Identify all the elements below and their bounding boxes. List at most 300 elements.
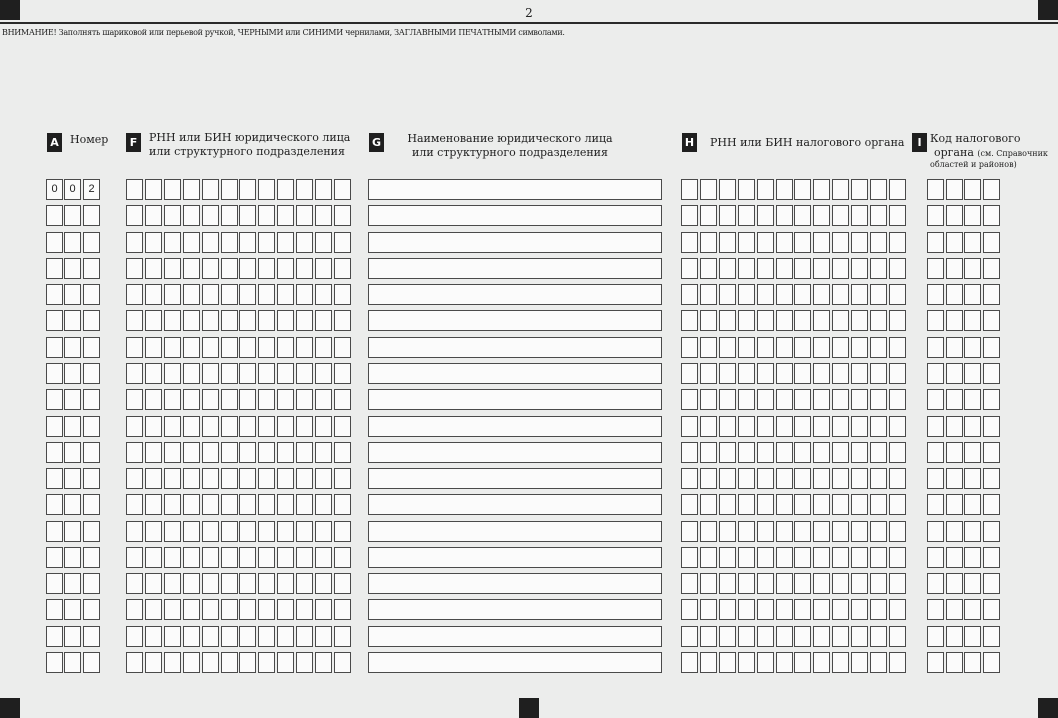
number-digit-cell[interactable] <box>83 337 100 358</box>
tax-authority-code-cell[interactable] <box>964 284 981 305</box>
number-digit-cell[interactable] <box>64 389 81 410</box>
tax-authority-code-cell[interactable] <box>983 363 1000 384</box>
rnn-bin-tax-authority-cell[interactable] <box>738 468 755 489</box>
rnn-bin-entity-cell[interactable] <box>239 652 256 673</box>
rnn-bin-tax-authority-cell[interactable] <box>889 652 906 673</box>
rnn-bin-tax-authority-cell[interactable] <box>832 468 849 489</box>
rnn-bin-tax-authority-cell[interactable] <box>776 521 793 542</box>
rnn-bin-tax-authority-cell[interactable] <box>700 521 717 542</box>
rnn-bin-tax-authority-cell[interactable] <box>700 337 717 358</box>
number-digit-cell[interactable] <box>64 468 81 489</box>
rnn-bin-tax-authority-cell[interactable] <box>889 258 906 279</box>
tax-authority-code-cell[interactable] <box>946 626 963 647</box>
rnn-bin-tax-authority-cell[interactable] <box>719 258 736 279</box>
rnn-bin-entity-cell[interactable] <box>202 205 219 226</box>
rnn-bin-tax-authority-cell[interactable] <box>889 468 906 489</box>
number-digit-cell[interactable] <box>83 258 100 279</box>
tax-authority-code-cell[interactable] <box>927 573 944 594</box>
tax-authority-code-cell[interactable] <box>946 258 963 279</box>
rnn-bin-tax-authority-cell[interactable] <box>757 626 774 647</box>
rnn-bin-tax-authority-cell[interactable] <box>681 521 698 542</box>
rnn-bin-entity-cell[interactable] <box>145 521 162 542</box>
rnn-bin-entity-cell[interactable] <box>315 652 332 673</box>
rnn-bin-entity-cell[interactable] <box>126 599 143 620</box>
number-digit-cell[interactable]: 0 <box>46 179 63 200</box>
number-digit-cell[interactable] <box>46 626 63 647</box>
rnn-bin-entity-cell[interactable] <box>164 442 181 463</box>
tax-authority-code-cell[interactable] <box>964 521 981 542</box>
rnn-bin-entity-cell[interactable] <box>202 468 219 489</box>
rnn-bin-tax-authority-cell[interactable] <box>738 599 755 620</box>
tax-authority-code-cell[interactable] <box>983 284 1000 305</box>
rnn-bin-tax-authority-cell[interactable] <box>719 573 736 594</box>
rnn-bin-tax-authority-cell[interactable] <box>813 599 830 620</box>
rnn-bin-tax-authority-cell[interactable] <box>851 416 868 437</box>
tax-authority-code-cell[interactable] <box>927 205 944 226</box>
number-digit-cell[interactable] <box>83 416 100 437</box>
rnn-bin-entity-cell[interactable] <box>202 284 219 305</box>
rnn-bin-entity-cell[interactable] <box>221 494 238 515</box>
rnn-bin-entity-cell[interactable] <box>239 494 256 515</box>
rnn-bin-entity-cell[interactable] <box>315 573 332 594</box>
number-digit-cell[interactable] <box>64 494 81 515</box>
rnn-bin-tax-authority-cell[interactable] <box>681 652 698 673</box>
rnn-bin-tax-authority-cell[interactable] <box>681 179 698 200</box>
rnn-bin-entity-cell[interactable] <box>296 442 313 463</box>
rnn-bin-tax-authority-cell[interactable] <box>794 363 811 384</box>
rnn-bin-entity-cell[interactable] <box>202 389 219 410</box>
rnn-bin-tax-authority-cell[interactable] <box>757 179 774 200</box>
tax-authority-code-cell[interactable] <box>983 258 1000 279</box>
rnn-bin-tax-authority-cell[interactable] <box>870 573 887 594</box>
tax-authority-code-cell[interactable] <box>927 652 944 673</box>
tax-authority-code-cell[interactable] <box>983 626 1000 647</box>
rnn-bin-entity-cell[interactable] <box>258 599 275 620</box>
rnn-bin-entity-cell[interactable] <box>221 258 238 279</box>
rnn-bin-tax-authority-cell[interactable] <box>832 389 849 410</box>
rnn-bin-tax-authority-cell[interactable] <box>681 258 698 279</box>
rnn-bin-tax-authority-cell[interactable] <box>776 205 793 226</box>
rnn-bin-entity-cell[interactable] <box>315 468 332 489</box>
rnn-bin-tax-authority-cell[interactable] <box>700 416 717 437</box>
rnn-bin-entity-cell[interactable] <box>239 468 256 489</box>
rnn-bin-entity-cell[interactable] <box>145 416 162 437</box>
number-digit-cell[interactable] <box>83 232 100 253</box>
tax-authority-code-cell[interactable] <box>927 599 944 620</box>
rnn-bin-entity-cell[interactable] <box>183 442 200 463</box>
rnn-bin-tax-authority-cell[interactable] <box>851 547 868 568</box>
rnn-bin-tax-authority-cell[interactable] <box>738 310 755 331</box>
number-digit-cell[interactable] <box>64 337 81 358</box>
rnn-bin-entity-cell[interactable] <box>277 573 294 594</box>
tax-authority-code-cell[interactable] <box>927 284 944 305</box>
rnn-bin-tax-authority-cell[interactable] <box>776 599 793 620</box>
rnn-bin-entity-cell[interactable] <box>164 337 181 358</box>
rnn-bin-tax-authority-cell[interactable] <box>794 232 811 253</box>
rnn-bin-tax-authority-cell[interactable] <box>870 652 887 673</box>
rnn-bin-tax-authority-cell[interactable] <box>681 547 698 568</box>
number-digit-cell[interactable]: 2 <box>83 179 100 200</box>
rnn-bin-entity-cell[interactable] <box>145 468 162 489</box>
tax-authority-code-cell[interactable] <box>964 442 981 463</box>
rnn-bin-tax-authority-cell[interactable] <box>889 310 906 331</box>
rnn-bin-tax-authority-cell[interactable] <box>719 494 736 515</box>
entity-name-field[interactable] <box>368 521 662 542</box>
rnn-bin-entity-cell[interactable] <box>239 284 256 305</box>
rnn-bin-tax-authority-cell[interactable] <box>738 179 755 200</box>
rnn-bin-tax-authority-cell[interactable] <box>870 179 887 200</box>
rnn-bin-entity-cell[interactable] <box>221 442 238 463</box>
rnn-bin-entity-cell[interactable] <box>296 626 313 647</box>
rnn-bin-entity-cell[interactable] <box>145 205 162 226</box>
number-digit-cell[interactable] <box>46 258 63 279</box>
rnn-bin-tax-authority-cell[interactable] <box>794 416 811 437</box>
rnn-bin-entity-cell[interactable] <box>258 363 275 384</box>
rnn-bin-tax-authority-cell[interactable] <box>832 363 849 384</box>
rnn-bin-entity-cell[interactable] <box>183 599 200 620</box>
rnn-bin-entity-cell[interactable] <box>296 337 313 358</box>
entity-name-field[interactable] <box>368 258 662 279</box>
rnn-bin-tax-authority-cell[interactable] <box>851 573 868 594</box>
tax-authority-code-cell[interactable] <box>983 179 1000 200</box>
rnn-bin-entity-cell[interactable] <box>145 599 162 620</box>
rnn-bin-entity-cell[interactable] <box>239 179 256 200</box>
rnn-bin-entity-cell[interactable] <box>126 468 143 489</box>
rnn-bin-tax-authority-cell[interactable] <box>757 547 774 568</box>
rnn-bin-entity-cell[interactable] <box>164 205 181 226</box>
rnn-bin-tax-authority-cell[interactable] <box>719 179 736 200</box>
rnn-bin-tax-authority-cell[interactable] <box>738 442 755 463</box>
rnn-bin-entity-cell[interactable] <box>258 494 275 515</box>
tax-authority-code-cell[interactable] <box>964 258 981 279</box>
rnn-bin-entity-cell[interactable] <box>126 573 143 594</box>
entity-name-field[interactable] <box>368 205 662 226</box>
tax-authority-code-cell[interactable] <box>983 599 1000 620</box>
number-digit-cell[interactable] <box>64 652 81 673</box>
rnn-bin-tax-authority-cell[interactable] <box>889 573 906 594</box>
entity-name-field[interactable] <box>368 599 662 620</box>
number-digit-cell[interactable] <box>46 337 63 358</box>
rnn-bin-tax-authority-cell[interactable] <box>889 626 906 647</box>
tax-authority-code-cell[interactable] <box>946 232 963 253</box>
rnn-bin-entity-cell[interactable] <box>202 179 219 200</box>
rnn-bin-tax-authority-cell[interactable] <box>757 573 774 594</box>
rnn-bin-tax-authority-cell[interactable] <box>700 232 717 253</box>
rnn-bin-tax-authority-cell[interactable] <box>870 337 887 358</box>
number-digit-cell[interactable] <box>46 599 63 620</box>
number-digit-cell[interactable] <box>46 363 63 384</box>
rnn-bin-entity-cell[interactable] <box>315 363 332 384</box>
tax-authority-code-cell[interactable] <box>964 573 981 594</box>
rnn-bin-entity-cell[interactable] <box>315 599 332 620</box>
rnn-bin-tax-authority-cell[interactable] <box>776 468 793 489</box>
rnn-bin-entity-cell[interactable] <box>221 547 238 568</box>
rnn-bin-tax-authority-cell[interactable] <box>757 205 774 226</box>
rnn-bin-tax-authority-cell[interactable] <box>813 363 830 384</box>
number-digit-cell[interactable] <box>64 284 81 305</box>
rnn-bin-entity-cell[interactable] <box>334 205 351 226</box>
rnn-bin-tax-authority-cell[interactable] <box>719 232 736 253</box>
rnn-bin-entity-cell[interactable] <box>239 521 256 542</box>
rnn-bin-tax-authority-cell[interactable] <box>757 468 774 489</box>
rnn-bin-entity-cell[interactable] <box>239 442 256 463</box>
rnn-bin-tax-authority-cell[interactable] <box>776 494 793 515</box>
rnn-bin-tax-authority-cell[interactable] <box>851 468 868 489</box>
tax-authority-code-cell[interactable] <box>983 416 1000 437</box>
rnn-bin-tax-authority-cell[interactable] <box>832 652 849 673</box>
tax-authority-code-cell[interactable] <box>927 521 944 542</box>
rnn-bin-tax-authority-cell[interactable] <box>681 468 698 489</box>
rnn-bin-tax-authority-cell[interactable] <box>757 416 774 437</box>
rnn-bin-tax-authority-cell[interactable] <box>870 521 887 542</box>
rnn-bin-entity-cell[interactable] <box>334 468 351 489</box>
rnn-bin-entity-cell[interactable] <box>164 521 181 542</box>
number-digit-cell[interactable] <box>46 284 63 305</box>
rnn-bin-tax-authority-cell[interactable] <box>794 310 811 331</box>
rnn-bin-tax-authority-cell[interactable] <box>776 363 793 384</box>
rnn-bin-tax-authority-cell[interactable] <box>870 442 887 463</box>
rnn-bin-tax-authority-cell[interactable] <box>832 284 849 305</box>
rnn-bin-entity-cell[interactable] <box>239 389 256 410</box>
tax-authority-code-cell[interactable] <box>964 205 981 226</box>
tax-authority-code-cell[interactable] <box>983 468 1000 489</box>
rnn-bin-entity-cell[interactable] <box>202 626 219 647</box>
rnn-bin-tax-authority-cell[interactable] <box>813 416 830 437</box>
rnn-bin-entity-cell[interactable] <box>145 626 162 647</box>
rnn-bin-tax-authority-cell[interactable] <box>813 573 830 594</box>
rnn-bin-entity-cell[interactable] <box>164 652 181 673</box>
tax-authority-code-cell[interactable] <box>964 652 981 673</box>
rnn-bin-tax-authority-cell[interactable] <box>794 599 811 620</box>
tax-authority-code-cell[interactable] <box>983 205 1000 226</box>
tax-authority-code-cell[interactable] <box>927 232 944 253</box>
rnn-bin-entity-cell[interactable] <box>296 599 313 620</box>
rnn-bin-tax-authority-cell[interactable] <box>700 547 717 568</box>
rnn-bin-tax-authority-cell[interactable] <box>889 363 906 384</box>
rnn-bin-entity-cell[interactable] <box>315 416 332 437</box>
rnn-bin-tax-authority-cell[interactable] <box>832 521 849 542</box>
rnn-bin-entity-cell[interactable] <box>277 389 294 410</box>
rnn-bin-tax-authority-cell[interactable] <box>832 442 849 463</box>
tax-authority-code-cell[interactable] <box>964 310 981 331</box>
rnn-bin-tax-authority-cell[interactable] <box>719 468 736 489</box>
rnn-bin-entity-cell[interactable] <box>183 284 200 305</box>
rnn-bin-entity-cell[interactable] <box>258 258 275 279</box>
number-digit-cell[interactable] <box>46 389 63 410</box>
number-digit-cell[interactable] <box>83 599 100 620</box>
rnn-bin-entity-cell[interactable] <box>126 179 143 200</box>
rnn-bin-entity-cell[interactable] <box>334 547 351 568</box>
rnn-bin-entity-cell[interactable] <box>277 494 294 515</box>
rnn-bin-entity-cell[interactable] <box>126 626 143 647</box>
rnn-bin-entity-cell[interactable] <box>239 258 256 279</box>
tax-authority-code-cell[interactable] <box>927 258 944 279</box>
rnn-bin-tax-authority-cell[interactable] <box>757 284 774 305</box>
rnn-bin-entity-cell[interactable] <box>126 310 143 331</box>
rnn-bin-tax-authority-cell[interactable] <box>681 494 698 515</box>
rnn-bin-entity-cell[interactable] <box>334 179 351 200</box>
rnn-bin-tax-authority-cell[interactable] <box>719 652 736 673</box>
rnn-bin-tax-authority-cell[interactable] <box>813 258 830 279</box>
rnn-bin-tax-authority-cell[interactable] <box>757 389 774 410</box>
tax-authority-code-cell[interactable] <box>964 337 981 358</box>
rnn-bin-tax-authority-cell[interactable] <box>719 547 736 568</box>
rnn-bin-tax-authority-cell[interactable] <box>719 416 736 437</box>
tax-authority-code-cell[interactable] <box>946 310 963 331</box>
tax-authority-code-cell[interactable] <box>946 389 963 410</box>
rnn-bin-entity-cell[interactable] <box>239 310 256 331</box>
rnn-bin-tax-authority-cell[interactable] <box>813 468 830 489</box>
rnn-bin-entity-cell[interactable] <box>334 232 351 253</box>
rnn-bin-entity-cell[interactable] <box>183 363 200 384</box>
rnn-bin-entity-cell[interactable] <box>145 258 162 279</box>
rnn-bin-tax-authority-cell[interactable] <box>870 310 887 331</box>
tax-authority-code-cell[interactable] <box>946 284 963 305</box>
rnn-bin-entity-cell[interactable] <box>258 389 275 410</box>
rnn-bin-tax-authority-cell[interactable] <box>757 494 774 515</box>
rnn-bin-tax-authority-cell[interactable] <box>700 599 717 620</box>
rnn-bin-entity-cell[interactable] <box>164 363 181 384</box>
rnn-bin-entity-cell[interactable] <box>202 363 219 384</box>
rnn-bin-tax-authority-cell[interactable] <box>889 494 906 515</box>
rnn-bin-tax-authority-cell[interactable] <box>851 179 868 200</box>
rnn-bin-tax-authority-cell[interactable] <box>738 626 755 647</box>
tax-authority-code-cell[interactable] <box>983 652 1000 673</box>
number-digit-cell[interactable] <box>83 652 100 673</box>
rnn-bin-tax-authority-cell[interactable] <box>889 389 906 410</box>
rnn-bin-entity-cell[interactable] <box>126 258 143 279</box>
rnn-bin-tax-authority-cell[interactable] <box>757 232 774 253</box>
rnn-bin-tax-authority-cell[interactable] <box>851 626 868 647</box>
rnn-bin-entity-cell[interactable] <box>315 258 332 279</box>
tax-authority-code-cell[interactable] <box>927 416 944 437</box>
tax-authority-code-cell[interactable] <box>964 389 981 410</box>
rnn-bin-entity-cell[interactable] <box>164 599 181 620</box>
rnn-bin-entity-cell[interactable] <box>126 205 143 226</box>
tax-authority-code-cell[interactable] <box>927 310 944 331</box>
rnn-bin-tax-authority-cell[interactable] <box>719 284 736 305</box>
rnn-bin-entity-cell[interactable] <box>334 258 351 279</box>
rnn-bin-tax-authority-cell[interactable] <box>813 389 830 410</box>
rnn-bin-entity-cell[interactable] <box>145 337 162 358</box>
rnn-bin-tax-authority-cell[interactable] <box>832 179 849 200</box>
rnn-bin-entity-cell[interactable] <box>277 363 294 384</box>
rnn-bin-tax-authority-cell[interactable] <box>700 205 717 226</box>
rnn-bin-tax-authority-cell[interactable] <box>700 284 717 305</box>
rnn-bin-tax-authority-cell[interactable] <box>776 284 793 305</box>
rnn-bin-entity-cell[interactable] <box>202 337 219 358</box>
tax-authority-code-cell[interactable] <box>983 547 1000 568</box>
rnn-bin-tax-authority-cell[interactable] <box>813 521 830 542</box>
rnn-bin-tax-authority-cell[interactable] <box>794 521 811 542</box>
rnn-bin-entity-cell[interactable] <box>315 284 332 305</box>
rnn-bin-entity-cell[interactable] <box>221 468 238 489</box>
rnn-bin-entity-cell[interactable] <box>221 389 238 410</box>
entity-name-field[interactable] <box>368 310 662 331</box>
rnn-bin-tax-authority-cell[interactable] <box>832 494 849 515</box>
rnn-bin-entity-cell[interactable] <box>277 626 294 647</box>
rnn-bin-entity-cell[interactable] <box>277 258 294 279</box>
rnn-bin-tax-authority-cell[interactable] <box>832 599 849 620</box>
number-digit-cell[interactable] <box>46 310 63 331</box>
rnn-bin-tax-authority-cell[interactable] <box>851 521 868 542</box>
number-digit-cell[interactable] <box>64 363 81 384</box>
rnn-bin-tax-authority-cell[interactable] <box>681 626 698 647</box>
rnn-bin-entity-cell[interactable] <box>145 652 162 673</box>
rnn-bin-entity-cell[interactable] <box>126 232 143 253</box>
entity-name-field[interactable] <box>368 363 662 384</box>
tax-authority-code-cell[interactable] <box>927 363 944 384</box>
number-digit-cell[interactable] <box>46 232 63 253</box>
rnn-bin-entity-cell[interactable] <box>334 442 351 463</box>
rnn-bin-entity-cell[interactable] <box>315 389 332 410</box>
rnn-bin-entity-cell[interactable] <box>202 521 219 542</box>
rnn-bin-entity-cell[interactable] <box>145 547 162 568</box>
rnn-bin-tax-authority-cell[interactable] <box>813 310 830 331</box>
number-digit-cell[interactable] <box>83 468 100 489</box>
rnn-bin-entity-cell[interactable] <box>258 442 275 463</box>
rnn-bin-entity-cell[interactable] <box>183 494 200 515</box>
rnn-bin-tax-authority-cell[interactable] <box>700 442 717 463</box>
rnn-bin-entity-cell[interactable] <box>277 284 294 305</box>
rnn-bin-entity-cell[interactable] <box>315 205 332 226</box>
rnn-bin-tax-authority-cell[interactable] <box>700 652 717 673</box>
rnn-bin-entity-cell[interactable] <box>164 547 181 568</box>
rnn-bin-tax-authority-cell[interactable] <box>851 363 868 384</box>
rnn-bin-tax-authority-cell[interactable] <box>794 284 811 305</box>
rnn-bin-tax-authority-cell[interactable] <box>719 205 736 226</box>
rnn-bin-entity-cell[interactable] <box>183 416 200 437</box>
rnn-bin-entity-cell[interactable] <box>334 337 351 358</box>
rnn-bin-tax-authority-cell[interactable] <box>832 337 849 358</box>
rnn-bin-entity-cell[interactable] <box>258 337 275 358</box>
rnn-bin-entity-cell[interactable] <box>296 284 313 305</box>
rnn-bin-entity-cell[interactable] <box>239 232 256 253</box>
rnn-bin-entity-cell[interactable] <box>202 232 219 253</box>
number-digit-cell[interactable] <box>64 626 81 647</box>
number-digit-cell[interactable] <box>64 416 81 437</box>
rnn-bin-tax-authority-cell[interactable] <box>813 442 830 463</box>
number-digit-cell[interactable] <box>46 652 63 673</box>
rnn-bin-entity-cell[interactable] <box>296 521 313 542</box>
rnn-bin-tax-authority-cell[interactable] <box>870 284 887 305</box>
tax-authority-code-cell[interactable] <box>946 547 963 568</box>
rnn-bin-entity-cell[interactable] <box>202 494 219 515</box>
rnn-bin-tax-authority-cell[interactable] <box>776 547 793 568</box>
rnn-bin-tax-authority-cell[interactable] <box>851 284 868 305</box>
rnn-bin-tax-authority-cell[interactable] <box>794 205 811 226</box>
rnn-bin-entity-cell[interactable] <box>164 284 181 305</box>
rnn-bin-entity-cell[interactable] <box>334 573 351 594</box>
number-digit-cell[interactable] <box>64 521 81 542</box>
rnn-bin-tax-authority-cell[interactable] <box>889 521 906 542</box>
tax-authority-code-cell[interactable] <box>964 416 981 437</box>
rnn-bin-entity-cell[interactable] <box>221 626 238 647</box>
rnn-bin-tax-authority-cell[interactable] <box>889 599 906 620</box>
rnn-bin-tax-authority-cell[interactable] <box>700 310 717 331</box>
rnn-bin-tax-authority-cell[interactable] <box>738 363 755 384</box>
rnn-bin-entity-cell[interactable] <box>202 547 219 568</box>
rnn-bin-tax-authority-cell[interactable] <box>700 363 717 384</box>
rnn-bin-tax-authority-cell[interactable] <box>738 258 755 279</box>
number-digit-cell[interactable] <box>64 310 81 331</box>
rnn-bin-tax-authority-cell[interactable] <box>889 416 906 437</box>
rnn-bin-tax-authority-cell[interactable] <box>851 258 868 279</box>
rnn-bin-entity-cell[interactable] <box>145 310 162 331</box>
rnn-bin-entity-cell[interactable] <box>126 547 143 568</box>
rnn-bin-tax-authority-cell[interactable] <box>700 626 717 647</box>
rnn-bin-entity-cell[interactable] <box>258 573 275 594</box>
